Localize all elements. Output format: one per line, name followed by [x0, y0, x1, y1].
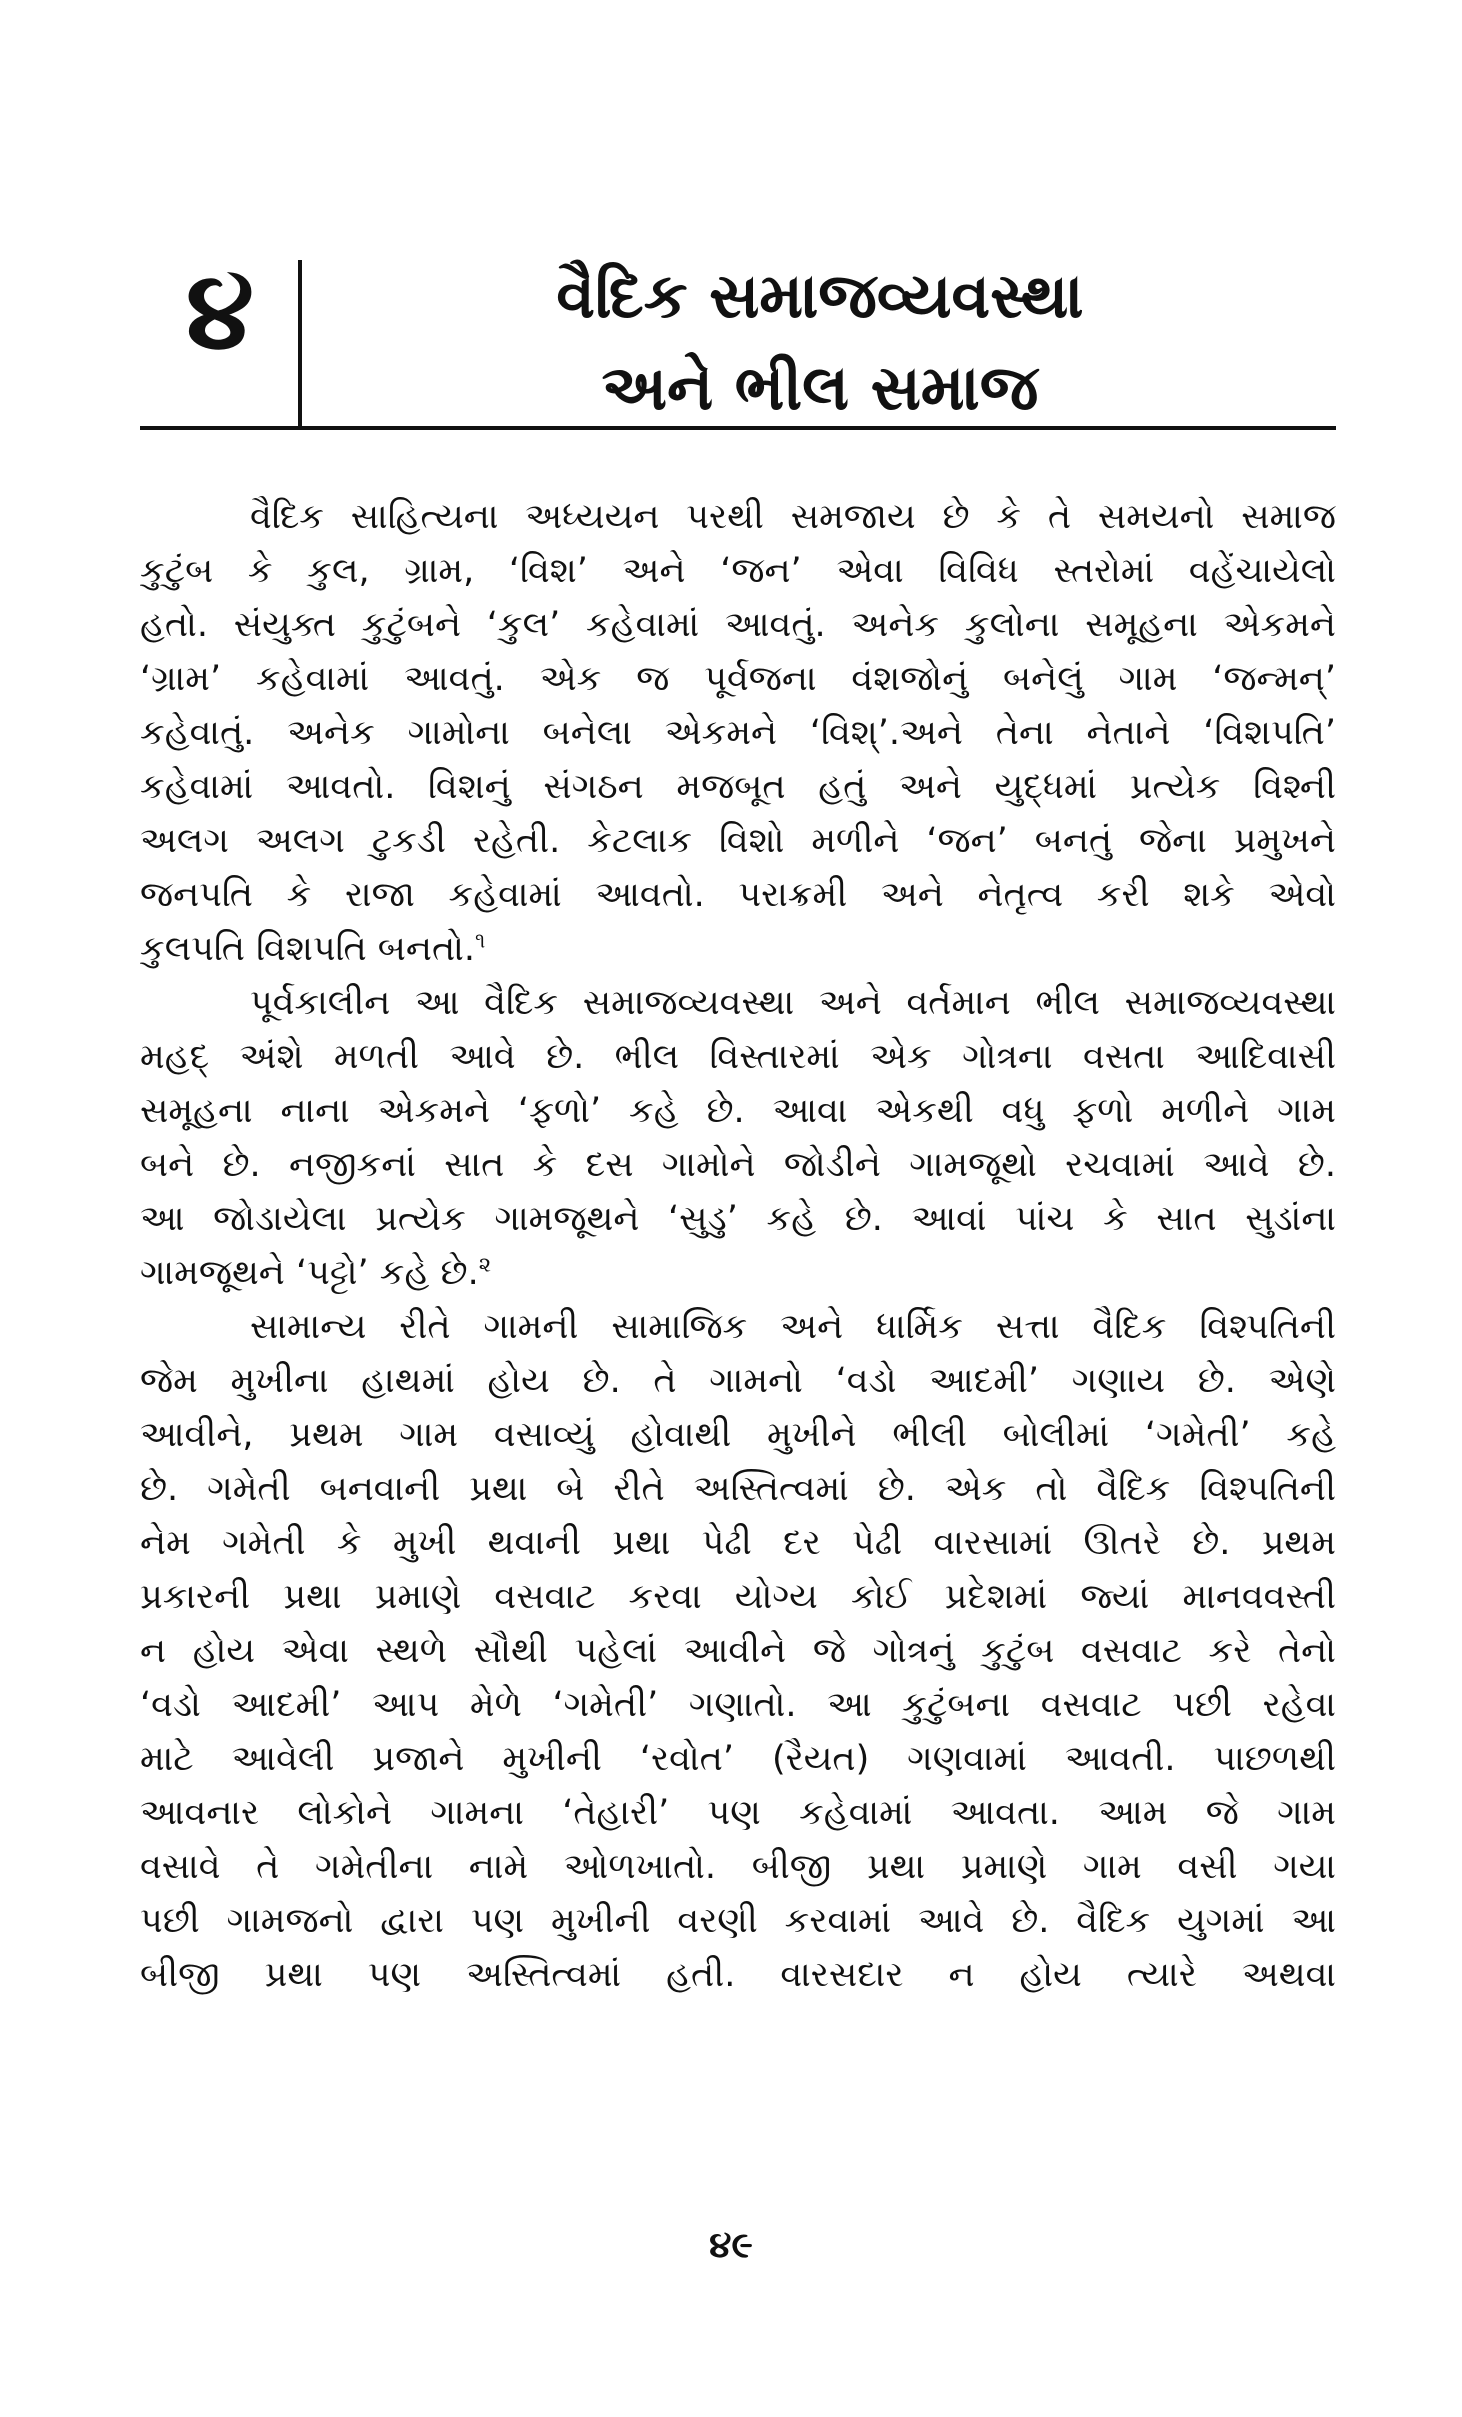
text-line: વૈદિક સાહિત્યના અધ્યયન પરથી સમજાય છે કે તે સમયનો સમાજ: [250, 497, 1336, 537]
footnote-marker: ૨: [478, 1252, 492, 1277]
text-line: ‘વડો આદમી’ આપ મેળે ‘ગમેતી’ ગણાતો. આ કુટુંબના વસવાટ પછી રહેવા: [140, 1685, 1336, 1725]
text-line: પછી ગામજનો દ્વારા પણ મુખીની વરણી કરવામાં આવે છે. વૈદિક યુગમાં આ: [140, 1901, 1336, 1941]
text-line: હતો. સંયુક્ત કુટુંબને ‘કુલ’ કહેવામાં આવતું. અનેક કુલોના સમૂહના એકમને: [140, 605, 1336, 645]
paragraph: [140, 976, 1336, 1300]
chapter-title-line-1: વૈદિક સમાજવ્યવસ્થા: [556, 259, 1084, 332]
text-line: સમૂહના નાના એકમને ‘ફળો’ કહે છે. આવા એકથી વધુ ફળો મળીને ગામ: [140, 1091, 1336, 1131]
body-text: [140, 490, 1336, 2002]
text-line: મહદ્ અંશે મળતી આવે છે. ભીલ વિસ્તારમાં એક ગોત્રના વસતા આદિવાસી: [140, 1037, 1336, 1077]
text-line: જેમ મુખીના હાથમાં હોય છે. તે ગામનો ‘વડો આદમી’ ગણાય છે. એણે: [140, 1361, 1336, 1401]
chapter-title: [320, 250, 1320, 434]
text-line-content: ગામજૂથને ‘પટ્ટો’ કહે છે.: [140, 1253, 479, 1293]
footnote-marker: ૧: [475, 928, 486, 953]
text-line: ‘ગ્રામ’ કહેવામાં આવતું. એક જ પૂર્વજના વંશજોનું બનેલું ગામ ‘જન્મન્’: [140, 659, 1336, 699]
text-line: સામાન્ય રીતે ગામની સામાજિક અને ધાર્મિક સત્તા વૈદિક વિશ્પતિની: [250, 1307, 1336, 1347]
text-line: કહેવાતું. અનેક ગામોના બનેલા એકમને ‘વિશ્’.અને તેના નેતાને ‘વિશપતિ’: [140, 713, 1336, 753]
text-line: ન હોય એવા સ્થળે સૌથી પહેલાં આવીને જે ગોત્રનું કુટુંબ વસવાટ કરે તેનો: [140, 1631, 1336, 1671]
text-line: નેમ ગમેતી કે મુખી થવાની પ્રથા પેઢી દર પેઢી વારસામાં ઊતરે છે. પ્રથમ: [140, 1523, 1336, 1563]
header-horizontal-rule: [140, 426, 1336, 430]
text-line: છે. ગમેતી બનવાની પ્રથા બે રીતે અસ્તિત્વમાં છે. એક તો વૈદિક વિશ્પતિની: [140, 1469, 1336, 1509]
text-line: આવીને, પ્રથમ ગામ વસાવ્યું હોવાથી મુખીને ભીલી બોલીમાં ‘ગમેતી’ કહે: [140, 1415, 1336, 1455]
text-line-content: કુલપતિ વિશપતિ બનતો.: [140, 929, 476, 969]
paragraph: [140, 490, 1336, 976]
page-number: ૪૯: [709, 2225, 753, 2266]
paragraph: [140, 1300, 1336, 2002]
text-line: વસાવે તે ગમેતીના નામે ઓળખાતો. બીજી પ્રથા પ્રમાણે ગામ વસી ગયા: [140, 1847, 1336, 1887]
chapter-number: ૪: [185, 246, 255, 374]
text-line: બીજી પ્રથા પણ અસ્તિત્વમાં હતી. વારસદાર ન હોય ત્યારે અથવા: [140, 1955, 1336, 1995]
header-vertical-rule: [298, 260, 302, 428]
text-line: બને છે. નજીકનાં સાત કે દસ ગામોને જોડીને ગામજૂથો રચવામાં આવે છે.: [140, 1145, 1336, 1185]
text-line: કહેવામાં આવતો. વિશનું સંગઠન મજબૂત હતું અને યુદ્ધમાં પ્રત્યેક વિશ્ની: [140, 767, 1336, 807]
text-line: કુટુંબ કે કુલ, ગ્રામ, ‘વિશ’ અને ‘જન’ એવા વિવિધ સ્તરોમાં વહેંચાયેલો: [140, 551, 1336, 591]
text-line: આ જોડાયેલા પ્રત્યેક ગામજૂથને ‘સુડુ’ કહે છે. આવાં પાંચ કે સાત સુડાંના: [140, 1199, 1336, 1239]
text-line: માટે આવેલી પ્રજાને મુખીની ‘રવોત’ (રૈયત) ગણવામાં આવતી. પાછળથી: [140, 1739, 1336, 1779]
text-line: [140, 1246, 1336, 1300]
text-line: [140, 922, 1336, 976]
text-line: પ્રકારની પ્રથા પ્રમાણે વસવાટ કરવા યોગ્ય કોઈ પ્રદેશમાં જ્યાં માનવવસ્તી: [140, 1577, 1336, 1617]
text-line: આવનાર લોકોને ગામના ‘તેહારી’ પણ કહેવામાં આવતા. આમ જે ગામ: [140, 1793, 1336, 1833]
text-line: જનપતિ કે રાજા કહેવામાં આવતો. પરાક્રમી અને નેતૃત્વ કરી શકે એવો: [140, 875, 1336, 915]
text-line: પૂર્વકાલીન આ વૈદિક સમાજવ્યવસ્થા અને વર્તમાન ભીલ સમાજવ્યવસ્થા: [250, 983, 1336, 1023]
text-line: અલગ અલગ ટુકડી રહેતી. કેટલાક વિશો મળીને ‘જન’ બનતું જેના પ્રમુખને: [140, 821, 1336, 861]
chapter-title-line-2: અને ભીલ સમાજ: [601, 351, 1039, 424]
